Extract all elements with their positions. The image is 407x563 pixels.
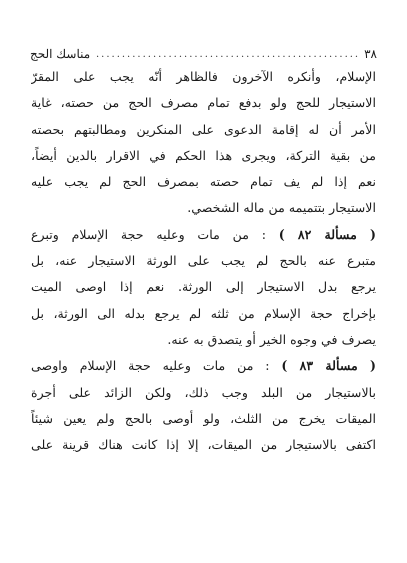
text-line: الإسلام، وأنكره الآخرون فالظاهر أنّه يجب على المقرّ xyxy=(31,69,376,84)
text-line: من بقية التركة، ويجرى هذا الحكم في الاقرار بالدين أيضاً، xyxy=(31,147,376,163)
issue-text: : من مات وعليه حجة الإسلام واوصى xyxy=(31,358,282,374)
text-line xyxy=(31,353,376,379)
text-line: اكتفى بالاستيجار من الميقات، إلا إذا كانت هناك قرينة على xyxy=(31,437,376,453)
running-header xyxy=(30,45,377,63)
header-leader-dots xyxy=(94,49,360,60)
text-line: الأمر أن له إقامة الدعوى على المنكرين ومطالبتهم بحصته xyxy=(31,121,376,137)
text-line xyxy=(31,222,376,248)
issue-label: ( مسألة ٨٣ ) xyxy=(281,358,376,374)
issue-text: : من مات وعليه حجة الإسلام وتبرع xyxy=(31,226,279,242)
text-line: متبرع عنه بالحج لم يجب على الورثة الاستيجار عنه، بل xyxy=(31,253,376,269)
text-line: يصرف في وجوه الخير أو يتصدق به عنه. xyxy=(167,331,376,347)
paragraph xyxy=(31,64,376,222)
text-line: الاستيجار بتتميمه من ماله الشخصي. xyxy=(187,200,376,216)
issue-82 xyxy=(31,222,376,353)
text-line: بالاستيجار من البلد وجب ذلك، ولكن الزائد على أجرة xyxy=(31,384,376,400)
text-line: بإخراج حجة الإسلام من ثلثه لم يرجع بدله الى الورثة، بل xyxy=(31,305,376,321)
text-line: الميقات يخرج من الثلث، ولو أوصى بالحج ولم يعين شيئاً xyxy=(31,410,376,426)
running-title: مناسك الحج xyxy=(30,47,91,61)
page-number: ٣٨ xyxy=(364,47,377,61)
text-line: يرجع بدل الاستيجار إلى الورثة. نعم إذا اوصى الميت xyxy=(31,279,376,295)
issue-label: ( مسألة ٨٢ ) xyxy=(278,226,376,242)
text-line: نعم إذا لم يف تمام حصته بمصرف الحج لم يجب عليه xyxy=(31,174,376,190)
page-body xyxy=(31,64,376,458)
issue-83 xyxy=(31,353,376,458)
text-line: الاستيجار للحج ولو بدفع تمام مصرف الحج من حصته، غاية xyxy=(31,95,376,111)
